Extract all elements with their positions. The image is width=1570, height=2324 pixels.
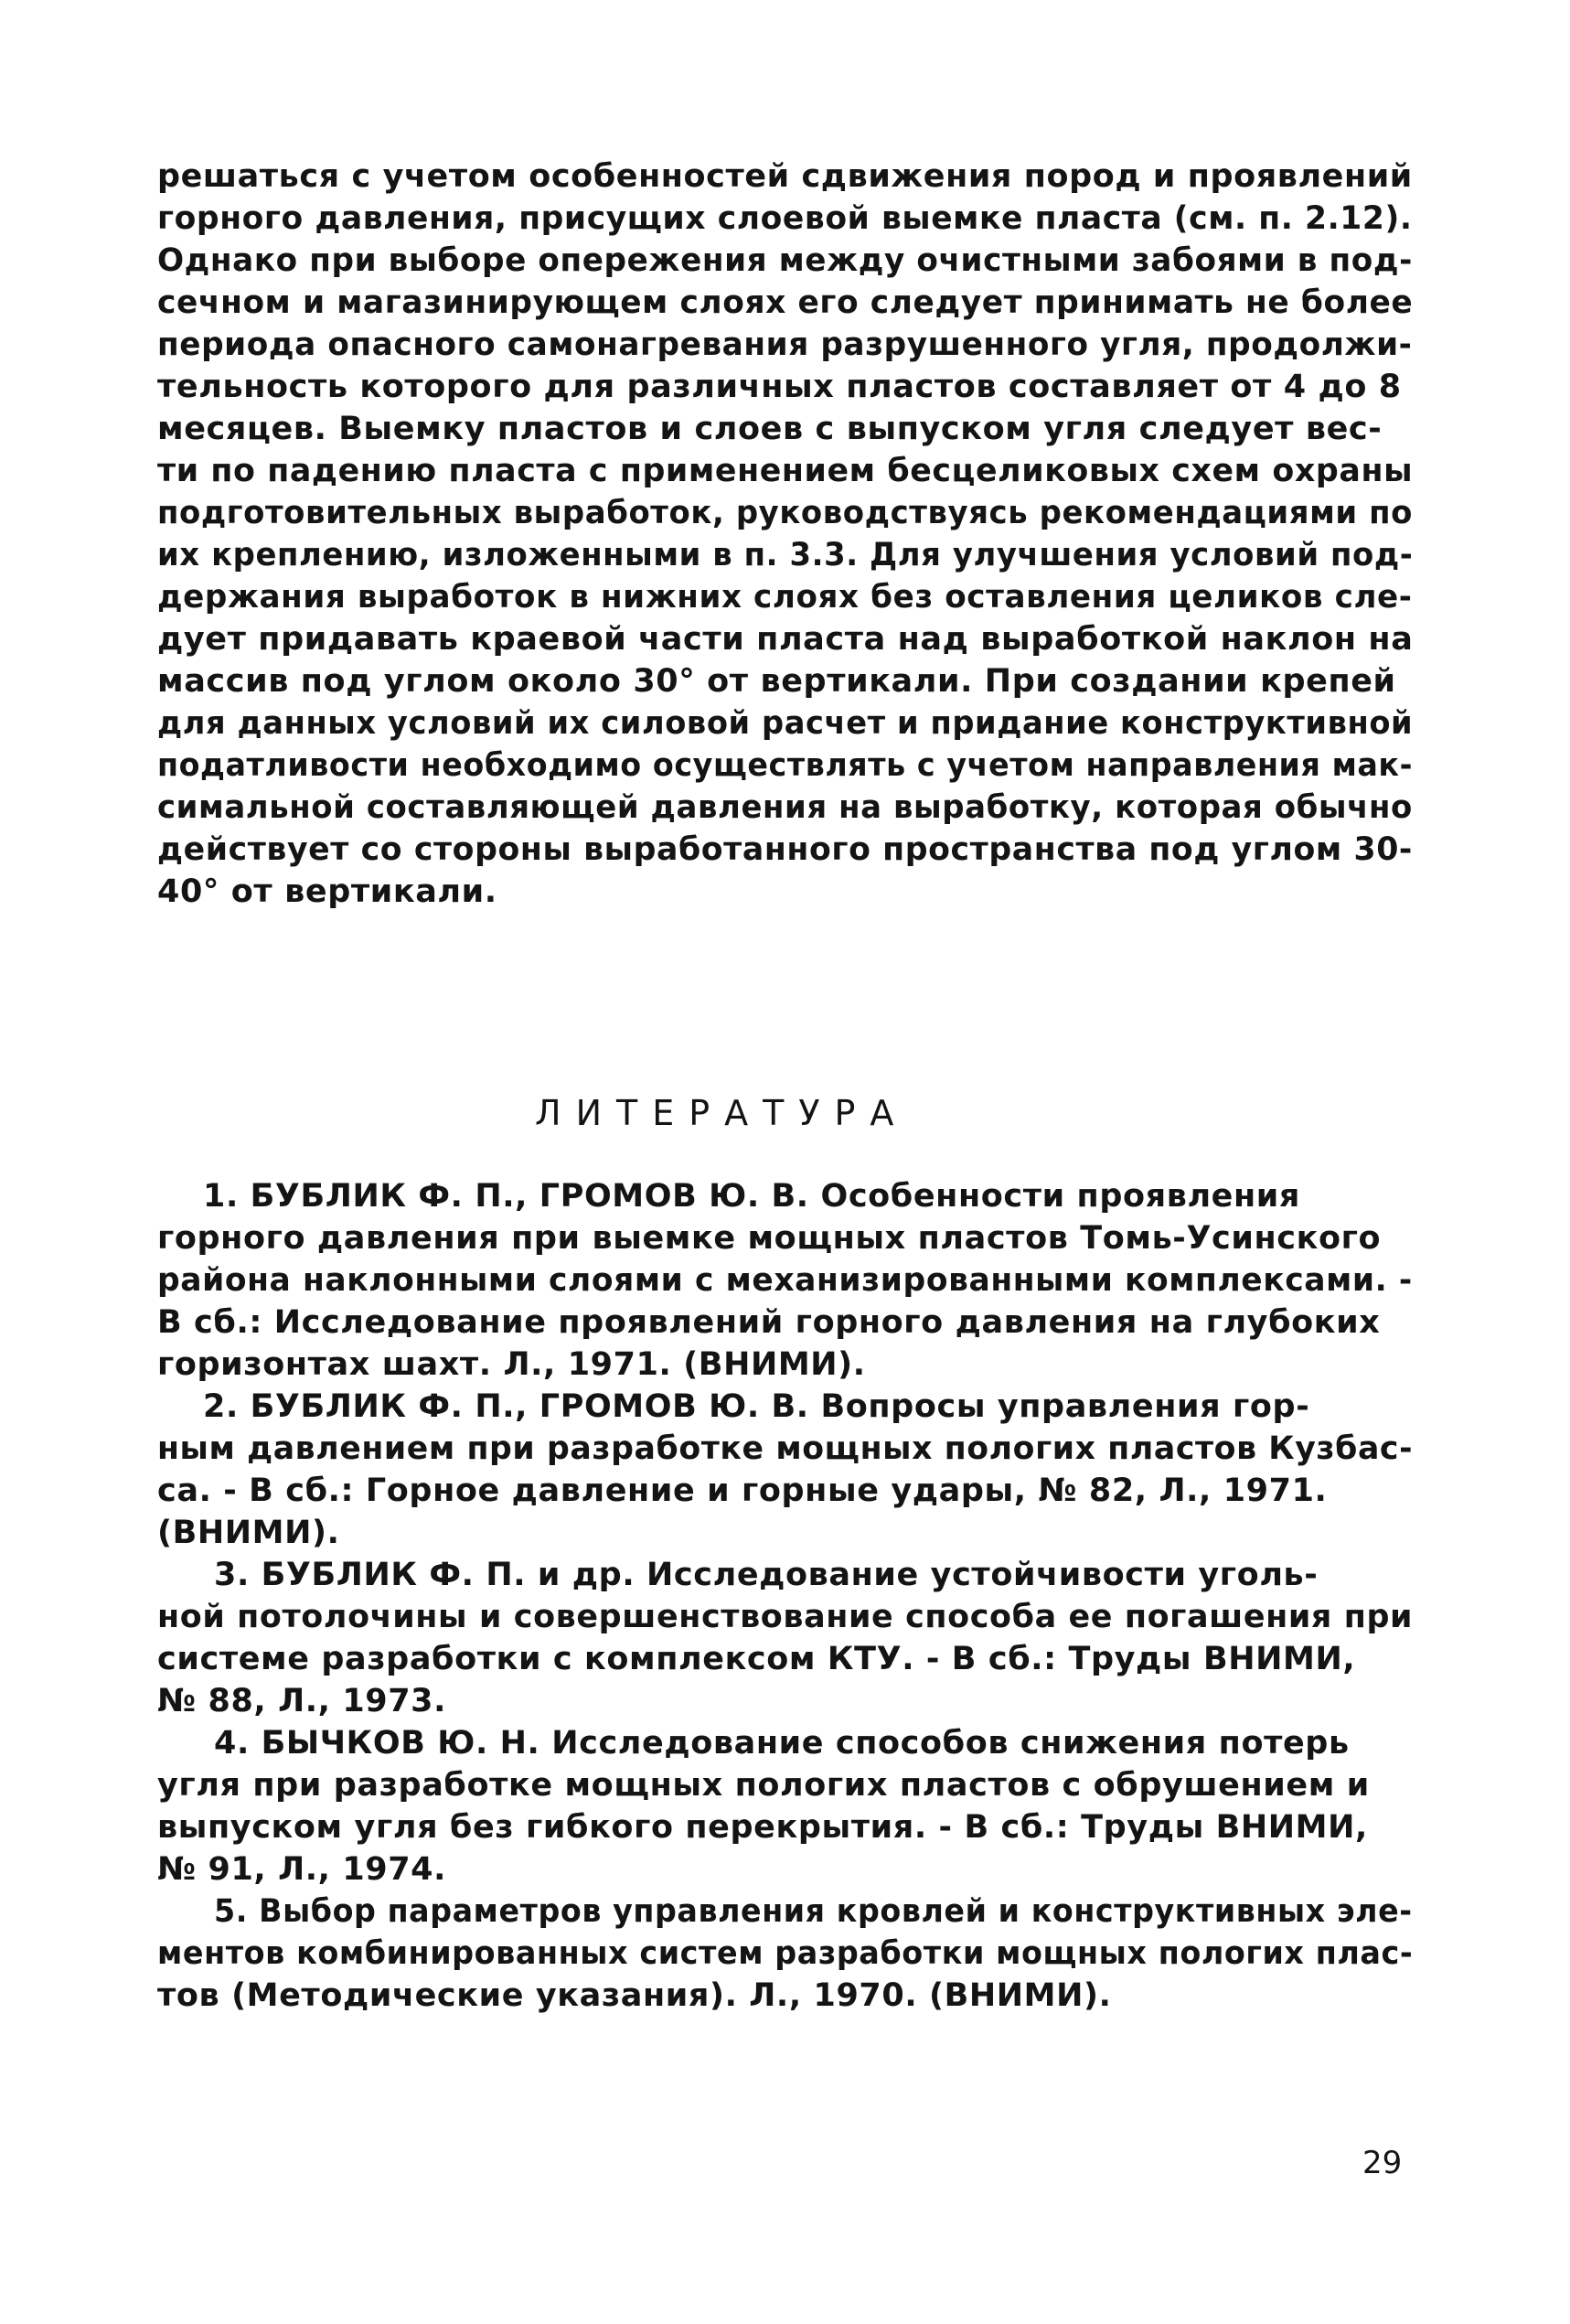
body-line: подготовительных выработок, руководствуясь рекомендациями по (157, 495, 1413, 531)
reference-line: (ВНИМИ). (157, 1515, 340, 1551)
body-line: горного давления, присущих слоевой выемке пласта (см. п. 2.12). (157, 200, 1413, 237)
references-heading: ЛИТЕРАТУРА (535, 1093, 909, 1133)
body-line: месяцев. Выемку пластов и слоев с выпуском угля следует вес- (157, 411, 1383, 447)
reference-line: ментов комбинированных систем разработки мощных пологих плас- (157, 1935, 1414, 1972)
reference-line: ным давлением при разработке мощных пологих пластов Кузбас- (157, 1430, 1414, 1467)
reference-line: выпуском угля без гибкого перекрытия. - В сб.: Труды ВНИМИ, (157, 1809, 1368, 1846)
reference-line: 2. БУБЛИК Ф. П., ГРОМОВ Ю. В. Вопросы управления гор- (203, 1388, 1310, 1425)
reference-line: № 91, Л., 1974. (157, 1851, 447, 1888)
reference-line: района наклонными слоями с механизированными комплексами. - (157, 1262, 1413, 1299)
reference-line: системе разработки с комплексом КТУ. - В сб.: Труды ВНИМИ, (157, 1641, 1356, 1677)
body-line: решаться с учетом особенностей сдвижения пород и проявлений (157, 158, 1413, 195)
reference-line: № 88, Л., 1973. (157, 1683, 447, 1719)
body-line: симальной составляющей давления на выработку, которая обычно (157, 789, 1413, 826)
reference-line: угля при разработке мощных пологих пластов с обрушением и (157, 1767, 1370, 1804)
body-line: податливости необходимо осуществлять с учетом направления мак- (157, 747, 1413, 784)
reference-line: 5. Выбор параметров управления кровлей и конструктивных эле- (214, 1893, 1413, 1930)
body-line: ти по падению пласта с применением бесцеликовых схем охраны (157, 453, 1414, 489)
body-line: периода опасного самонагревания разрушенного угля, продолжи- (157, 327, 1413, 363)
body-line: сечном и магазинирующем слоях его следует принимать не более (157, 284, 1414, 321)
reference-line: В сб.: Исследование проявлений горного давления на глубоких (157, 1304, 1381, 1341)
reference-line: тов (Методические указания). Л., 1970. (ВНИМИ). (157, 1977, 1112, 2014)
body-line: массив под углом около 30° от вертикали. При создании крепей (157, 663, 1396, 700)
body-line: 40° от вертикали. (157, 873, 497, 910)
body-line: тельность которого для различных пластов составляет от 4 до 8 (157, 369, 1402, 405)
body-line: для данных условий их силовой расчет и придание конструктивной (157, 705, 1414, 742)
body-line: дует придавать краевой части пласта над выработкой наклон на (157, 621, 1414, 658)
body-line: Однако при выборе опережения между очистными забоями в под- (157, 242, 1413, 279)
reference-line: горного давления при выемке мощных пластов Томь-Усинского (157, 1220, 1382, 1257)
reference-line: горизонтах шахт. Л., 1971. (ВНИМИ). (157, 1346, 866, 1383)
reference-line: 3. БУБЛИК Ф. П. и др. Исследование устойчивости уголь- (214, 1557, 1319, 1593)
body-line: действует со стороны выработанного пространства под углом 30- (157, 831, 1413, 868)
reference-line: 4. БЫЧКОВ Ю. Н. Исследование способов снижения потерь (214, 1725, 1350, 1762)
reference-line: са. - В сб.: Горное давление и горные удары, № 82, Л., 1971. (157, 1473, 1328, 1509)
reference-line: ной потолочины и совершенствование способа ее погашения при (157, 1599, 1414, 1635)
reference-line: 1. БУБЛИК Ф. П., ГРОМОВ Ю. В. Особенности проявления (203, 1178, 1300, 1215)
body-line: их креплению, изложенными в п. 3.3. Для улучшения условий под- (157, 537, 1414, 573)
body-line: держания выработок в нижних слоях без оставления целиков сле- (157, 579, 1413, 616)
page-number: 29 (1362, 2145, 1403, 2181)
